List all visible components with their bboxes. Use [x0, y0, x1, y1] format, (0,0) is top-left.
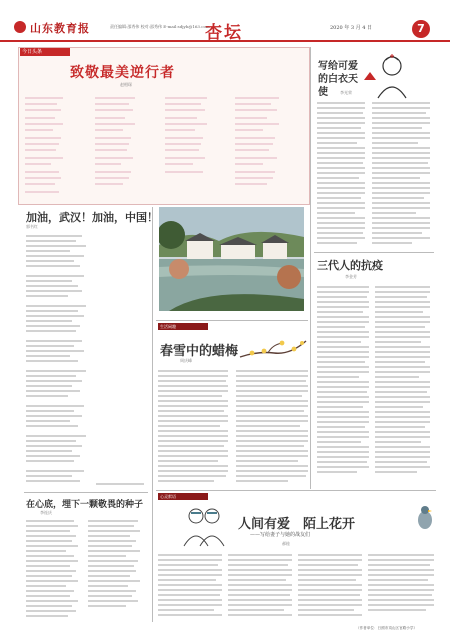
section-title: 杏坛 — [205, 23, 243, 43]
kids-body-col2 — [372, 100, 430, 250]
story-body — [158, 368, 308, 488]
kids-body-col1 — [317, 100, 365, 250]
bottom-kicker: 心灵絮语 — [158, 493, 208, 500]
hero-text-lines — [23, 94, 305, 202]
poem1-author: 郭书红 — [26, 224, 38, 229]
plum-blossom-icon — [238, 333, 308, 363]
poem2-body — [26, 518, 146, 626]
divider — [314, 252, 434, 253]
logo-flame-icon — [14, 21, 26, 33]
issue-date: 2020 年 3 月 4 日 — [330, 25, 373, 31]
kids-article-title: 写给可爱的白衣天使 — [318, 61, 358, 98]
page-number-badge: 7 — [412, 20, 430, 38]
bottom-author: 郝桂 — [282, 541, 290, 546]
medics-illustration-icon — [178, 502, 230, 548]
bottom-subtitle: ——写给妻子与她的战友们 — [250, 532, 311, 538]
editor-line: 责任编辑:邵秀伟 校对:邵秀伟 E-mail:sdjyb@163.com — [110, 24, 210, 29]
kids-article-author: 李光荣 — [340, 90, 352, 95]
hero-title: 致敬最美逆行者 — [70, 65, 175, 81]
paper-logo — [14, 20, 109, 36]
nurse-illustration-icon — [356, 50, 416, 100]
poem2-author: 李连庆 — [40, 510, 52, 515]
divider — [156, 490, 436, 491]
mid-article-body — [317, 284, 430, 489]
hero-poem-columns — [23, 94, 305, 202]
column-divider — [152, 207, 153, 622]
hero-kicker: 今日头条 — [20, 48, 70, 56]
mid-article-title: 三代人的抗疫 — [317, 259, 383, 272]
bottom-body — [158, 552, 434, 624]
mid-article-author: 李金芳 — [345, 274, 357, 279]
story-kicker: 生活闲趣 — [158, 323, 208, 330]
poem2-title: 在心底，埋下一颗敬畏的种子 — [26, 500, 144, 510]
bottom-title: 人间有爱 陌上花开 — [238, 517, 356, 532]
village-lake-photo — [159, 207, 304, 311]
bottom-caption: （作者单位：日照市岚山区官路小学） — [356, 626, 418, 630]
paper-name: 山东教育报 — [30, 22, 90, 35]
poem1-body — [26, 232, 144, 490]
divider — [156, 320, 308, 321]
bird-illustration-icon — [415, 504, 435, 532]
story-author: 周庆峰 — [180, 358, 192, 363]
story-title: 春雪中的蜡梅 — [160, 344, 239, 359]
poem1-title: 加油，武汉！加油，中国！ — [26, 211, 158, 224]
hero-author: 赵相琛 — [120, 82, 132, 87]
column-divider — [310, 47, 311, 489]
divider — [24, 492, 148, 493]
